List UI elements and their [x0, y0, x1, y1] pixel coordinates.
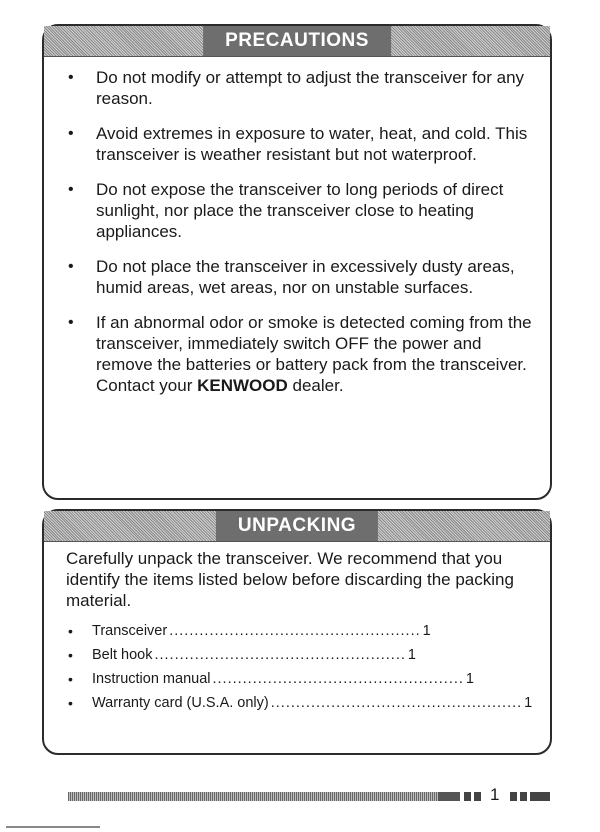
footer-bar-segment [520, 792, 527, 801]
unpacking-box [42, 509, 552, 755]
precautions-title: PRECAUTIONS [203, 26, 391, 56]
page-number: 1 [490, 785, 500, 804]
package-item [66, 691, 533, 715]
unpacking-header [44, 511, 550, 542]
leader-dots: .................................................. [212, 671, 464, 687]
footer-bar-segment [464, 792, 471, 801]
leader-dots: .................................................. [154, 647, 406, 663]
item-name: • Belt hook [92, 647, 153, 663]
footer-bar-segment [474, 792, 481, 801]
item-name: • Transceiver [92, 623, 168, 639]
item-quantity: 1 [524, 695, 533, 711]
precautions-list [44, 57, 550, 396]
unpacking-title: UNPACKING [216, 511, 378, 541]
item-quantity: 1 [407, 647, 416, 663]
precaution-item [66, 179, 534, 242]
precaution-text: Do not expose the transceiver to long periods of direct sunlight, nor place the transceiver close to heating appliances. [96, 180, 504, 241]
item-quantity: 1 [465, 671, 474, 687]
scan-edge-line [6, 826, 100, 828]
precaution-text: Do not modify or attempt to adjust the transceiver for any reason. [96, 68, 525, 108]
footer-pattern-bar [68, 792, 438, 801]
precaution-item [66, 67, 534, 109]
leader-dots: .................................................. [169, 623, 421, 639]
precaution-item [66, 312, 534, 396]
precaution-text: If an abnormal odor or smoke is detected coming from the transceiver, immediately switch OFF the power and remove the batteries or battery pack from the transceiver. Contact your [96, 313, 532, 395]
item-name: • Instruction manual [92, 671, 211, 687]
item-name: • Warranty card (U.S.A. only) [92, 695, 269, 711]
precaution-item [66, 123, 534, 165]
item-quantity: 1 [422, 623, 431, 639]
leader-dots: .................................................. [270, 695, 523, 711]
precaution-item [66, 256, 534, 298]
precaution-text: Avoid extremes in exposure to water, heat, and cold. This transceiver is weather resistant but not waterproof. [96, 124, 528, 164]
precaution-text-end: dealer. [287, 376, 344, 395]
package-contents-list [44, 619, 550, 715]
package-item [66, 667, 474, 691]
precautions-box [42, 24, 552, 500]
precaution-text: Do not place the transceiver in excessively dusty areas, humid areas, wet areas, nor on unstable surfaces. [96, 257, 515, 297]
package-item [66, 619, 431, 643]
package-item [66, 643, 416, 667]
brand-name: KENWOOD [197, 376, 288, 395]
footer-bar-segment [530, 792, 550, 801]
footer-bar-segment [510, 792, 517, 801]
footer-bar-segment [438, 792, 460, 801]
precautions-header [44, 26, 550, 57]
unpacking-intro: Carefully unpack the transceiver. We recommend that you identify the items listed below before discarding the packing material. [66, 549, 514, 610]
